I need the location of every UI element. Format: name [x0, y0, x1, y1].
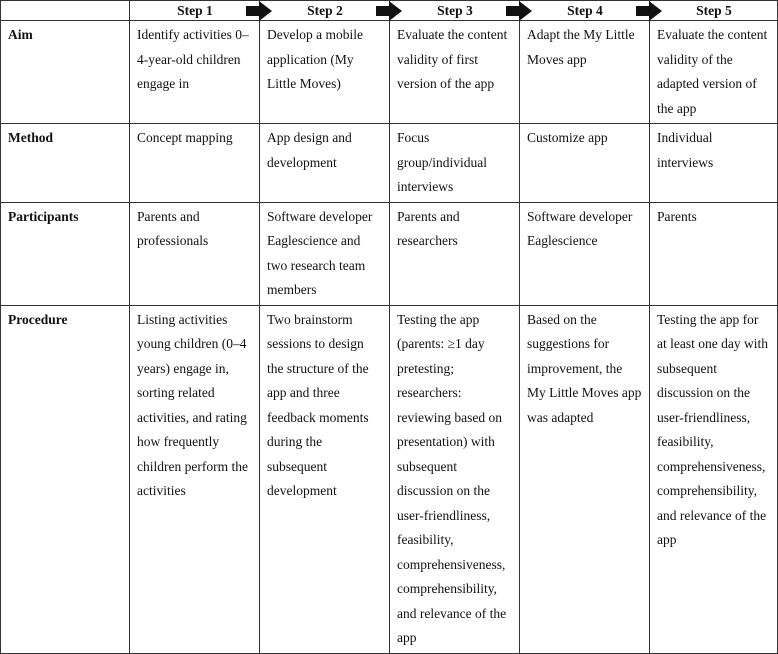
procedure-step-4: Based on the suggestions for improvement, the My Little Moves app was adapted [520, 305, 650, 653]
row-label-participants: Participants [1, 202, 130, 305]
row-method [1, 124, 778, 203]
procedure-step-2: Two brainstorm sessions to design the structure of the app and three feedback moments during the subsequent development [260, 305, 390, 653]
method-step-1: Concept mapping [130, 124, 260, 203]
row-aim [1, 21, 778, 124]
header-step-1 [130, 1, 260, 21]
right-arrow-icon [376, 1, 402, 21]
header-step-2-label: Step 2 [307, 3, 343, 18]
participants-step-2: Software developer Eaglescience and two research team members [260, 202, 390, 305]
row-participants [1, 202, 778, 305]
row-label-aim: Aim [1, 21, 130, 124]
participants-step-3: Parents and researchers [390, 202, 520, 305]
participants-step-1: Parents and professionals [130, 202, 260, 305]
header-row [1, 1, 778, 21]
aim-step-1: Identify activities 0–4-year-old children engage in [130, 21, 260, 124]
row-procedure [1, 305, 778, 653]
procedure-step-1: Listing activities young children (0–4 years) engage in, sorting related activities, and rating how frequently children perform the activities [130, 305, 260, 653]
procedure-step-3: Testing the app (parents: ≥1 day pretesting; researchers: reviewing based on presentation) with subsequent discussion on the user-friendliness, feasibility, comprehensiveness, comprehensibility, and relevance of the app [390, 305, 520, 653]
right-arrow-icon [636, 1, 662, 21]
header-empty-cell [1, 1, 130, 21]
method-step-5: Individual interviews [650, 124, 778, 203]
right-arrow-icon [246, 1, 272, 21]
header-step-3-label: Step 3 [437, 3, 473, 18]
method-step-4: Customize app [520, 124, 650, 203]
participants-step-4: Software developer Eaglescience [520, 202, 650, 305]
header-step-4 [520, 1, 650, 21]
participants-step-5: Parents [650, 202, 778, 305]
header-step-5 [650, 1, 778, 21]
method-step-2: App design and development [260, 124, 390, 203]
aim-step-3: Evaluate the content validity of first version of the app [390, 21, 520, 124]
right-arrow-icon [506, 1, 532, 21]
row-label-procedure: Procedure [1, 305, 130, 653]
method-step-3: Focus group/individual interviews [390, 124, 520, 203]
aim-step-2: Develop a mobile application (My Little Moves) [260, 21, 390, 124]
procedure-step-5: Testing the app for at least one day with subsequent discussion on the user-friendliness, feasibility, comprehensiveness, comprehensibility, and relevance of the app [650, 305, 778, 653]
header-step-2 [260, 1, 390, 21]
header-step-1-label: Step 1 [177, 3, 213, 18]
header-step-3 [390, 1, 520, 21]
aim-step-4: Adapt the My Little Moves app [520, 21, 650, 124]
header-step-4-label: Step 4 [567, 3, 603, 18]
aim-step-5: Evaluate the content validity of the adapted version of the app [650, 21, 778, 124]
header-step-5-label: Step 5 [696, 3, 732, 18]
row-label-method: Method [1, 124, 130, 203]
